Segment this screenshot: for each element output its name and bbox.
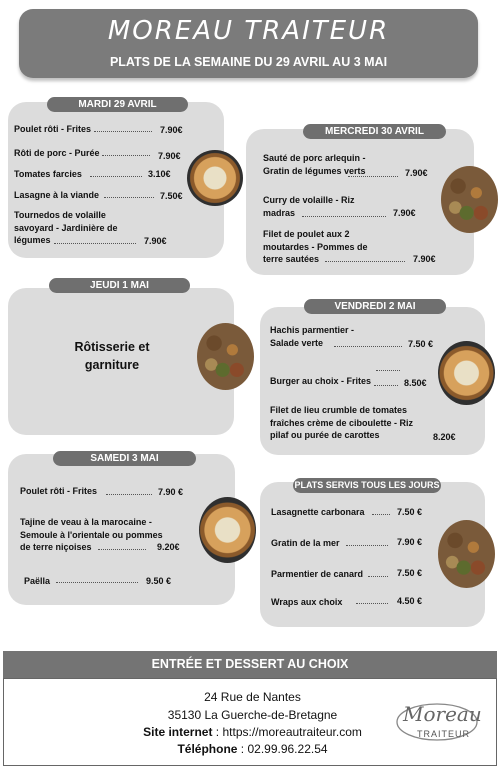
dotted-leader (90, 176, 142, 177)
menu-item: Tournedos de volaille savoyard - Jardinière de légumes (14, 210, 118, 245)
dotted-leader (102, 155, 150, 156)
menu-item: Parmentier de canard (271, 569, 364, 579)
jeudi-text: Rôtisserie et garniture (74, 340, 150, 372)
dotted-leader (54, 243, 136, 244)
day-title-samedi: SAMEDI 3 MAI (53, 451, 196, 466)
dotted-leader (346, 545, 388, 546)
dotted-leader (376, 370, 400, 371)
menu-item: Hachis parmentier - Salade verte (270, 325, 355, 348)
menu-price: 8.20€ (433, 432, 456, 442)
menu-price: 7.90€ (158, 151, 181, 161)
menu-price: 7.90€ (160, 125, 183, 135)
menu-item: Gratin de la mer (271, 538, 340, 548)
dotted-leader (94, 131, 152, 132)
menu-price: 7.90€ (393, 208, 416, 218)
phone-number: : 02.99.96.22.54 (237, 742, 328, 756)
menu-price: 7.90€ (405, 168, 428, 178)
day-title-mercredi: MERCREDI 30 AVRIL (303, 124, 446, 139)
menu-price: 7.50 € (397, 568, 423, 578)
dish-photo (438, 520, 495, 588)
logo-subtext: TRAITEUR (417, 729, 470, 739)
menu-price: 7.50 € (408, 339, 434, 349)
menu-item: Burger au choix - Frites (270, 376, 372, 386)
menu-price: 7.90 € (397, 537, 423, 547)
menu-item: Sauté de porc arlequin - Gratin de légumes verts (263, 153, 366, 176)
menu-item: Rôti de porc - Purée (14, 148, 100, 158)
address-street: 24 Rue de Nantes (204, 690, 301, 704)
menu-item: Filet de lieu crumble de tomates fraîches crème de ciboulette - Riz pilaf ou purée de carottes (270, 405, 414, 440)
phone-label: Téléphone (177, 742, 238, 756)
dotted-leader (356, 603, 388, 604)
day-title-vendredi: VENDREDI 2 MAI (304, 299, 446, 314)
section-title-tous-les-jours: PLATS SERVIS TOUS LES JOURS (293, 478, 441, 493)
menu-price: 7.50€ (160, 191, 183, 201)
website-link[interactable]: : https://moreautraiteur.com (212, 725, 362, 739)
menu-price: 4.50 € (397, 596, 423, 606)
dotted-leader (56, 582, 138, 583)
menu-item: Lasagne à la viande (14, 190, 100, 200)
menu-item: Tajine de veau à la marocaine - Semoule à l'orientale ou pommes de terre niçoises (20, 517, 163, 552)
footer-banner: ENTRÉE ET DESSERT AU CHOIX (3, 651, 497, 678)
menu-price: 7.90€ (144, 236, 167, 246)
dotted-leader (348, 176, 398, 177)
menu-item: Tomates farcies (14, 169, 82, 179)
menu-price: 9.20€ (157, 542, 180, 552)
dotted-leader (334, 346, 402, 347)
menu-item: Paëlla (24, 576, 51, 586)
dish-photo (441, 166, 498, 233)
menu-price: 8.50€ (404, 378, 427, 388)
dotted-leader (98, 549, 146, 550)
brand-title: MOREAU TRAITEUR (107, 16, 390, 46)
dish-photo (199, 497, 256, 563)
address-city: 35130 La Guerche-de-Bretagne (167, 708, 338, 722)
dotted-leader (302, 216, 386, 217)
dotted-leader (368, 576, 388, 577)
day-title-jeudi: JEUDI 1 MAI (49, 278, 190, 293)
dotted-leader (106, 494, 152, 495)
day-title-mardi: MARDI 29 AVRIL (47, 97, 188, 112)
menu-price: 9.50 € (146, 576, 172, 586)
menu-price: 7.90 € (158, 487, 184, 497)
menu-item: Filet de poulet aux 2 moutardes - Pommes de terre sautées (263, 229, 368, 264)
menu-price: 7.90€ (413, 254, 436, 264)
logo-text: Moreau (403, 702, 482, 726)
week-subtitle: PLATS DE LA SEMAINE DU 29 AVRIL AU 3 MAI (109, 55, 388, 69)
dish-photo (438, 341, 495, 405)
dotted-leader (325, 261, 405, 262)
menu-item: Wraps aux choix (271, 597, 343, 607)
dotted-leader (374, 385, 398, 386)
menu-price: 7.50 € (397, 507, 423, 517)
website-label: Site internet (143, 725, 213, 739)
moreau-logo (395, 700, 480, 746)
menu-item: Poulet rôti - Frites (20, 486, 98, 496)
menu-item: Poulet rôti - Frites (14, 124, 92, 134)
menu-item: Lasagnette carbonara (271, 507, 365, 517)
dotted-leader (104, 197, 154, 198)
header-banner (19, 9, 478, 78)
dish-photo (197, 323, 254, 390)
dotted-leader (372, 514, 390, 515)
menu-price: 3.10€ (148, 169, 171, 179)
menu-item: Curry de volaille - Riz madras (263, 195, 355, 218)
dish-photo (187, 150, 243, 206)
